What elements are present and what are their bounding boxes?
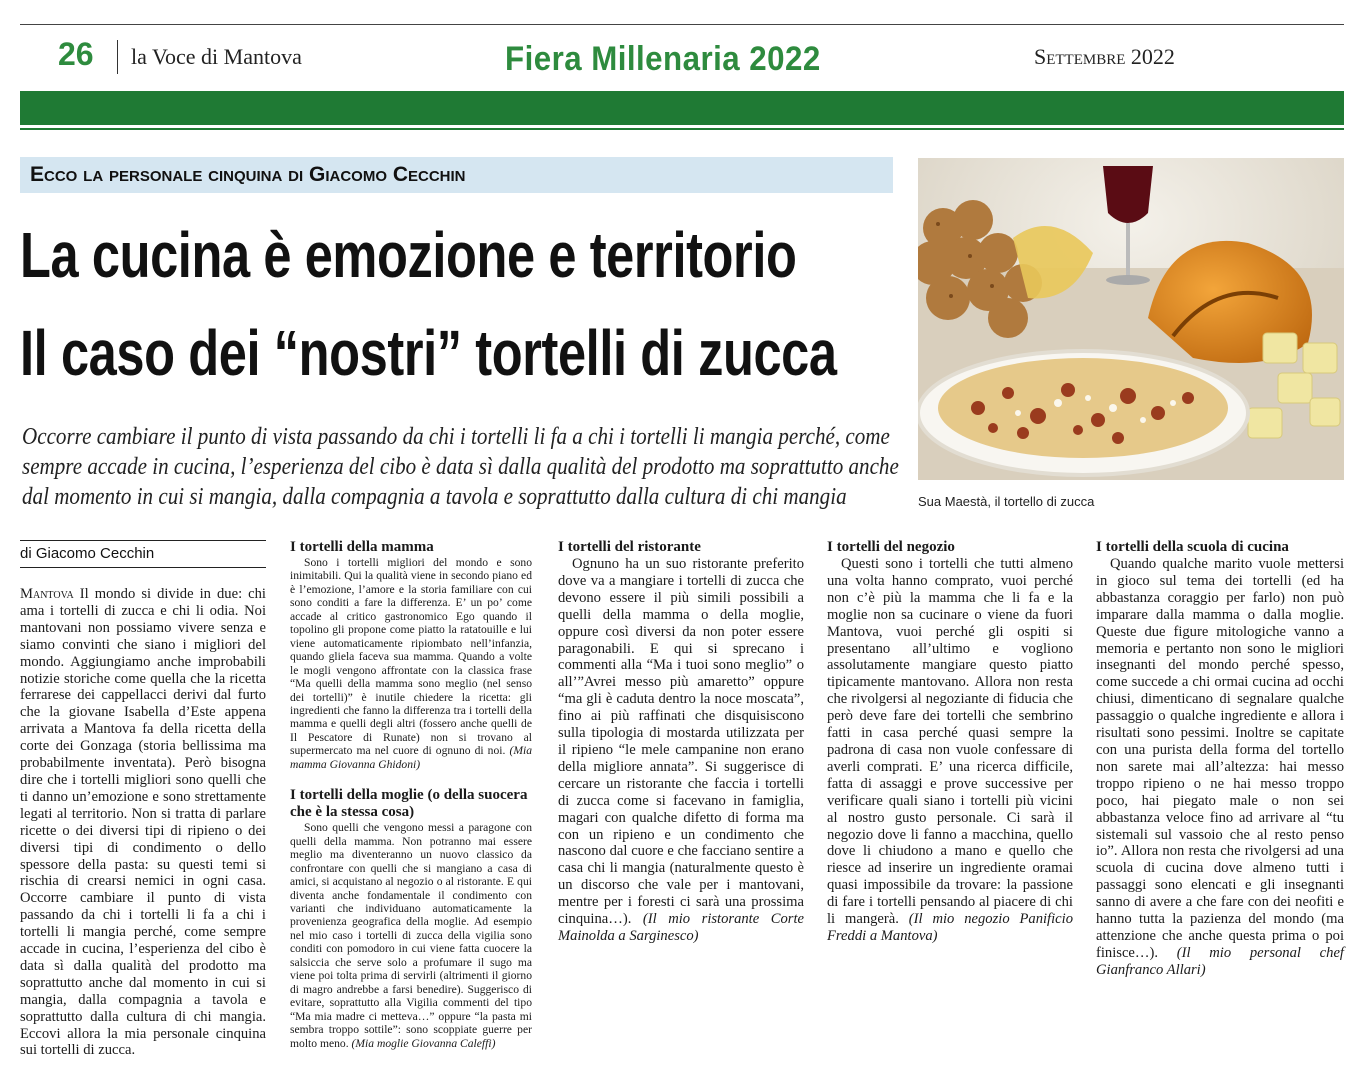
- standfirst-line: dal momento in cui si mangia, dalla compagnia a tavola e soprattutto dalla cultura di chi mangia: [22, 483, 847, 510]
- column-4: [827, 539, 1073, 945]
- top-rule: [20, 24, 1344, 25]
- photo-caption: Sua Maestà, il tortello di zucca: [918, 494, 1095, 509]
- header-green-band: [20, 91, 1344, 125]
- byline-box: [20, 540, 266, 568]
- section-body-moglie: [290, 821, 532, 1050]
- header-separator: [117, 40, 118, 74]
- body-text: Quando qualche marito vuole mettersi in gioco sul tema dei tortelli (ed ha abbastanza coraggio per farlo) non può imparare dalla mamma o dalla moglie. Queste due figure mitologiche vanno a memoria e pertanto non sono le migliori insegnanti del mondo perché spesso, come succede a chi ormai cucina ad occhi chiusi, dimenticano di segnalare qualche passaggio o qualche ingrediente e allora i risultati sono pessimi. Inoltre se capitate con una purista della forma del tortello non sarete mai all’altezza: hai messo troppo ripieno o ne hai messo troppo poco, hai piegato male o non sei abbastanza veloce fino ad arrivare al “tu sistemali sul vassoio che al resto penso io”. Allora non resta che rivolgersi ad una scuola di cucina dove almeno tutti i passaggi sono elencati e gli insegnanti sanno di avere a che fare con dei neofiti e hanno tutta la pazienza del mondo (ma attenzione che anche questa prima o poi finisce…).: [1096, 556, 1344, 961]
- section-heading-negozio: I tortelli del negozio: [827, 539, 955, 555]
- section-title: Fiera Millenaria 2022: [505, 40, 821, 78]
- body-text: Questi sono i tortelli che tutti almeno una volta hanno comprato, vuoi perché non c’è più la mamma che li fa e la moglie non sa cucinare o viene da fuori Mantova, vuoi perché gli ospiti si presentano all’ultimo e vogliono assolutamente mangiare questo piatto tipicamente mantovano. Allora non resta che rivolgersi al negoziante di fiducia che però deve fare dei tortelli che sembrino fatti in casa perché quasi sempre la padrona di casa non vuole confessare di averli comprati. E’ una ricerca difficile, fatta di assaggi e prove successive per verificare quali siano i tortelli più vicini al nostro gusto personale. Ci sarà il negozio dove li fanno a macchina, quello dove li chiudono a mano e quello che riesce ad inserire un ingrediente oramai quasi impossibile da trovare: la passione di fare i tortelli pensando al piacere di chi li mangerà.: [827, 556, 1073, 928]
- body-text: Ognuno ha un suo ristorante preferito dove va a mangiare i tortelli di zucca che devono essere il più simili possibili a quelli della mamma o della moglie, oppure così diversi da non poter essere paragonabili. E qui si sprecano i commenti alla “Ma i tuoi sono meglio” o all’”Avrei messo più amaretto” oppure “ma gli è caduta dentro la noce moscata”, fino ai più raffinati che disquisiscono sulla tipologia di mostarda utilizzata per il ripieno “le mele campanine non erano della migliore annata”. Si suggerisce di cercare un ristorante che faccia i tortelli di zucca come si facevano in famiglia, magari con qualche difetto di forma ma con un ripieno e un condimento che nascono dal cuore e che facciano sentire a casa chi li mangia (naturalmente questo è un discorso che vale per i mantovani, mentre per i foresti ci sarà una prossima cinquina…).: [558, 556, 804, 928]
- header-green-rule: [20, 128, 1344, 130]
- intro-text: Il mondo si divide in due: chi ama i tortelli di zucca e chi li odia. Noi mantovani non possiamo vivere senza e siamo convinti che siano i migliori del mondo. Aggiungiamo anche improbabili notizie storiche come quella che la ricetta ferrarese dei cappellacci derivi dal furto che la giovane Isabella d’Este appena arrivata a Mantova fa della ricetta della corte dei Gonzaga (storia bellissima ma probabilmente inventata). Però bisogna dire che i tortelli migliori sono quelli che ti danno un’emozione e sono strettamente legati al territorio. Non si tratta di parlare ricette o dei diversi tipi di ripieno o dei diversi tipi di condimento o dello spessore della pasta: su questi temi si rischia di crearsi nemici in ogni casa. Occorre cambiare il punto di vista passando da chi i tortelli li fa a chi i tortelli li mangia perché, come sempre accade in cucina, l’esperienza del cibo è data sì dalla qualità del prodotto ma soprattutto anche dal momento in cui si mangia, dalla compagnia a tavola e soprattutto dalla cultura di chi mangia. Eccovi allora la mia personale cinquina sui tortelli di zucca.: [20, 586, 266, 1059]
- credit-negozio: (Il mio negozio Panificio Freddi a Mantova): [827, 911, 1073, 944]
- section-body-ristorante: [558, 556, 804, 945]
- column-3: [558, 539, 804, 945]
- credit-mamma: (Mia mamma Giovanna Ghidoni): [290, 744, 533, 771]
- standfirst-line: Occorre cambiare il punto di vista passando da chi i tortelli li fa a chi i tortelli li mangia perché, come: [22, 423, 890, 450]
- byline: di Giacomo Cecchin: [20, 545, 155, 562]
- food-photo: [918, 158, 1344, 480]
- section-heading-scuola: I tortelli della scuola di cucina: [1096, 539, 1289, 555]
- section-heading-ristorante: I tortelli del ristorante: [558, 539, 701, 555]
- column-1: [20, 586, 266, 1059]
- byline-rule-top: [20, 540, 266, 541]
- section-heading-moglie: I tortelli della moglie (o della suocera che è la stessa cosa): [290, 787, 528, 821]
- body-text: Sono i tortelli migliori del mondo e sono inimitabili. Qui la qualità viene in secondo piano ed è l’emozione, l’amore e la storia familiare con cui sono conditi a fare la differenza. E’ un po’ come accade al critico gastronomico Ego quando il topolino gli propone come piatto la ratatouille e lui viene automaticamente ripiombato nell’infanzia, quando gliela faceva sua mamma. Quando a volte le mogli vengono affrontate con la classica frase “Ma quelli della mamma sono meglio (nel senso dei tortelli)” è inutile chiedere la ricetta: gli ingredienti che fanno la differenza tra i tortelli della mamma e quelli degli altri (fossero anche quelli de Il Pescatore di Runate) non si trovano al supermercato ma nel cuore di ognuno di noi.: [290, 556, 532, 758]
- headline-line-1: La cucina è emozione e territorio: [20, 219, 797, 291]
- standfirst-line: sempre accade in cucina, l’esperienza del cibo è data sì dalla qualità del prodotto ma soprattutto anche: [22, 453, 899, 480]
- newspaper-name: la Voce di Mantova: [131, 44, 302, 69]
- column-2: [290, 539, 532, 1050]
- body-text: Sono quelli che vengono messi a paragone con quelli della mamma. Non potranno mai essere meglio ma diventeranno un nuovo classico da confrontare con quelli che si mangiano a casa di amici, si acquistano al negozio o al ristorante. E qui diventa anche fondamentale il condimento con varianti che individuano automaticamente la provenienza geografica della moglie. Ad esempio nel mio caso i tortelli di zucca della vigilia sono conditi con pomodoro in cui viene fatta cuocere la salsiccia che serve solo a profumare il sugo ma viene poi tolta prima di servirli (altrimenti il giorno di magro andrebbe a farsi benedire). Suggerisco di evitare, soprattutto alla Vigilia commenti del tipo “Ma mia madre ci metteva…” oppure “la pasta mi sembra troppo sottile”: sono scoppiate guerre per molto meno.: [290, 821, 532, 1050]
- spacer: [290, 771, 532, 787]
- section-heading-mamma: I tortelli della mamma: [290, 539, 434, 555]
- credit-moglie: (Mia moglie Giovanna Caleffi): [351, 1036, 496, 1050]
- kicker-bar: [20, 157, 893, 193]
- issue-date: Settembre 2022: [1034, 44, 1175, 69]
- headline-line-2: Il caso dei “nostri” tortelli di zucca: [20, 317, 837, 389]
- page-number: 26: [58, 36, 94, 72]
- byline-rule-bottom: [20, 567, 266, 568]
- intro-paragraph: [20, 586, 266, 1059]
- standfirst: [22, 422, 902, 512]
- credit-ristorante: (Il mio ristorante Corte Mainolda a Sarginesco): [558, 911, 804, 944]
- dateline: Mantova: [20, 586, 74, 602]
- kicker-text: Ecco la personale cinquina di Giacomo Cecchin: [30, 163, 466, 186]
- tortelli-image: [918, 158, 1344, 480]
- column-5: [1096, 539, 1344, 979]
- section-body-scuola: [1096, 556, 1344, 979]
- section-body-mamma: [290, 556, 532, 771]
- credit-scuola: (Il mio personal chef Gianfranco Allari): [1096, 944, 1344, 978]
- section-body-negozio: [827, 556, 1073, 945]
